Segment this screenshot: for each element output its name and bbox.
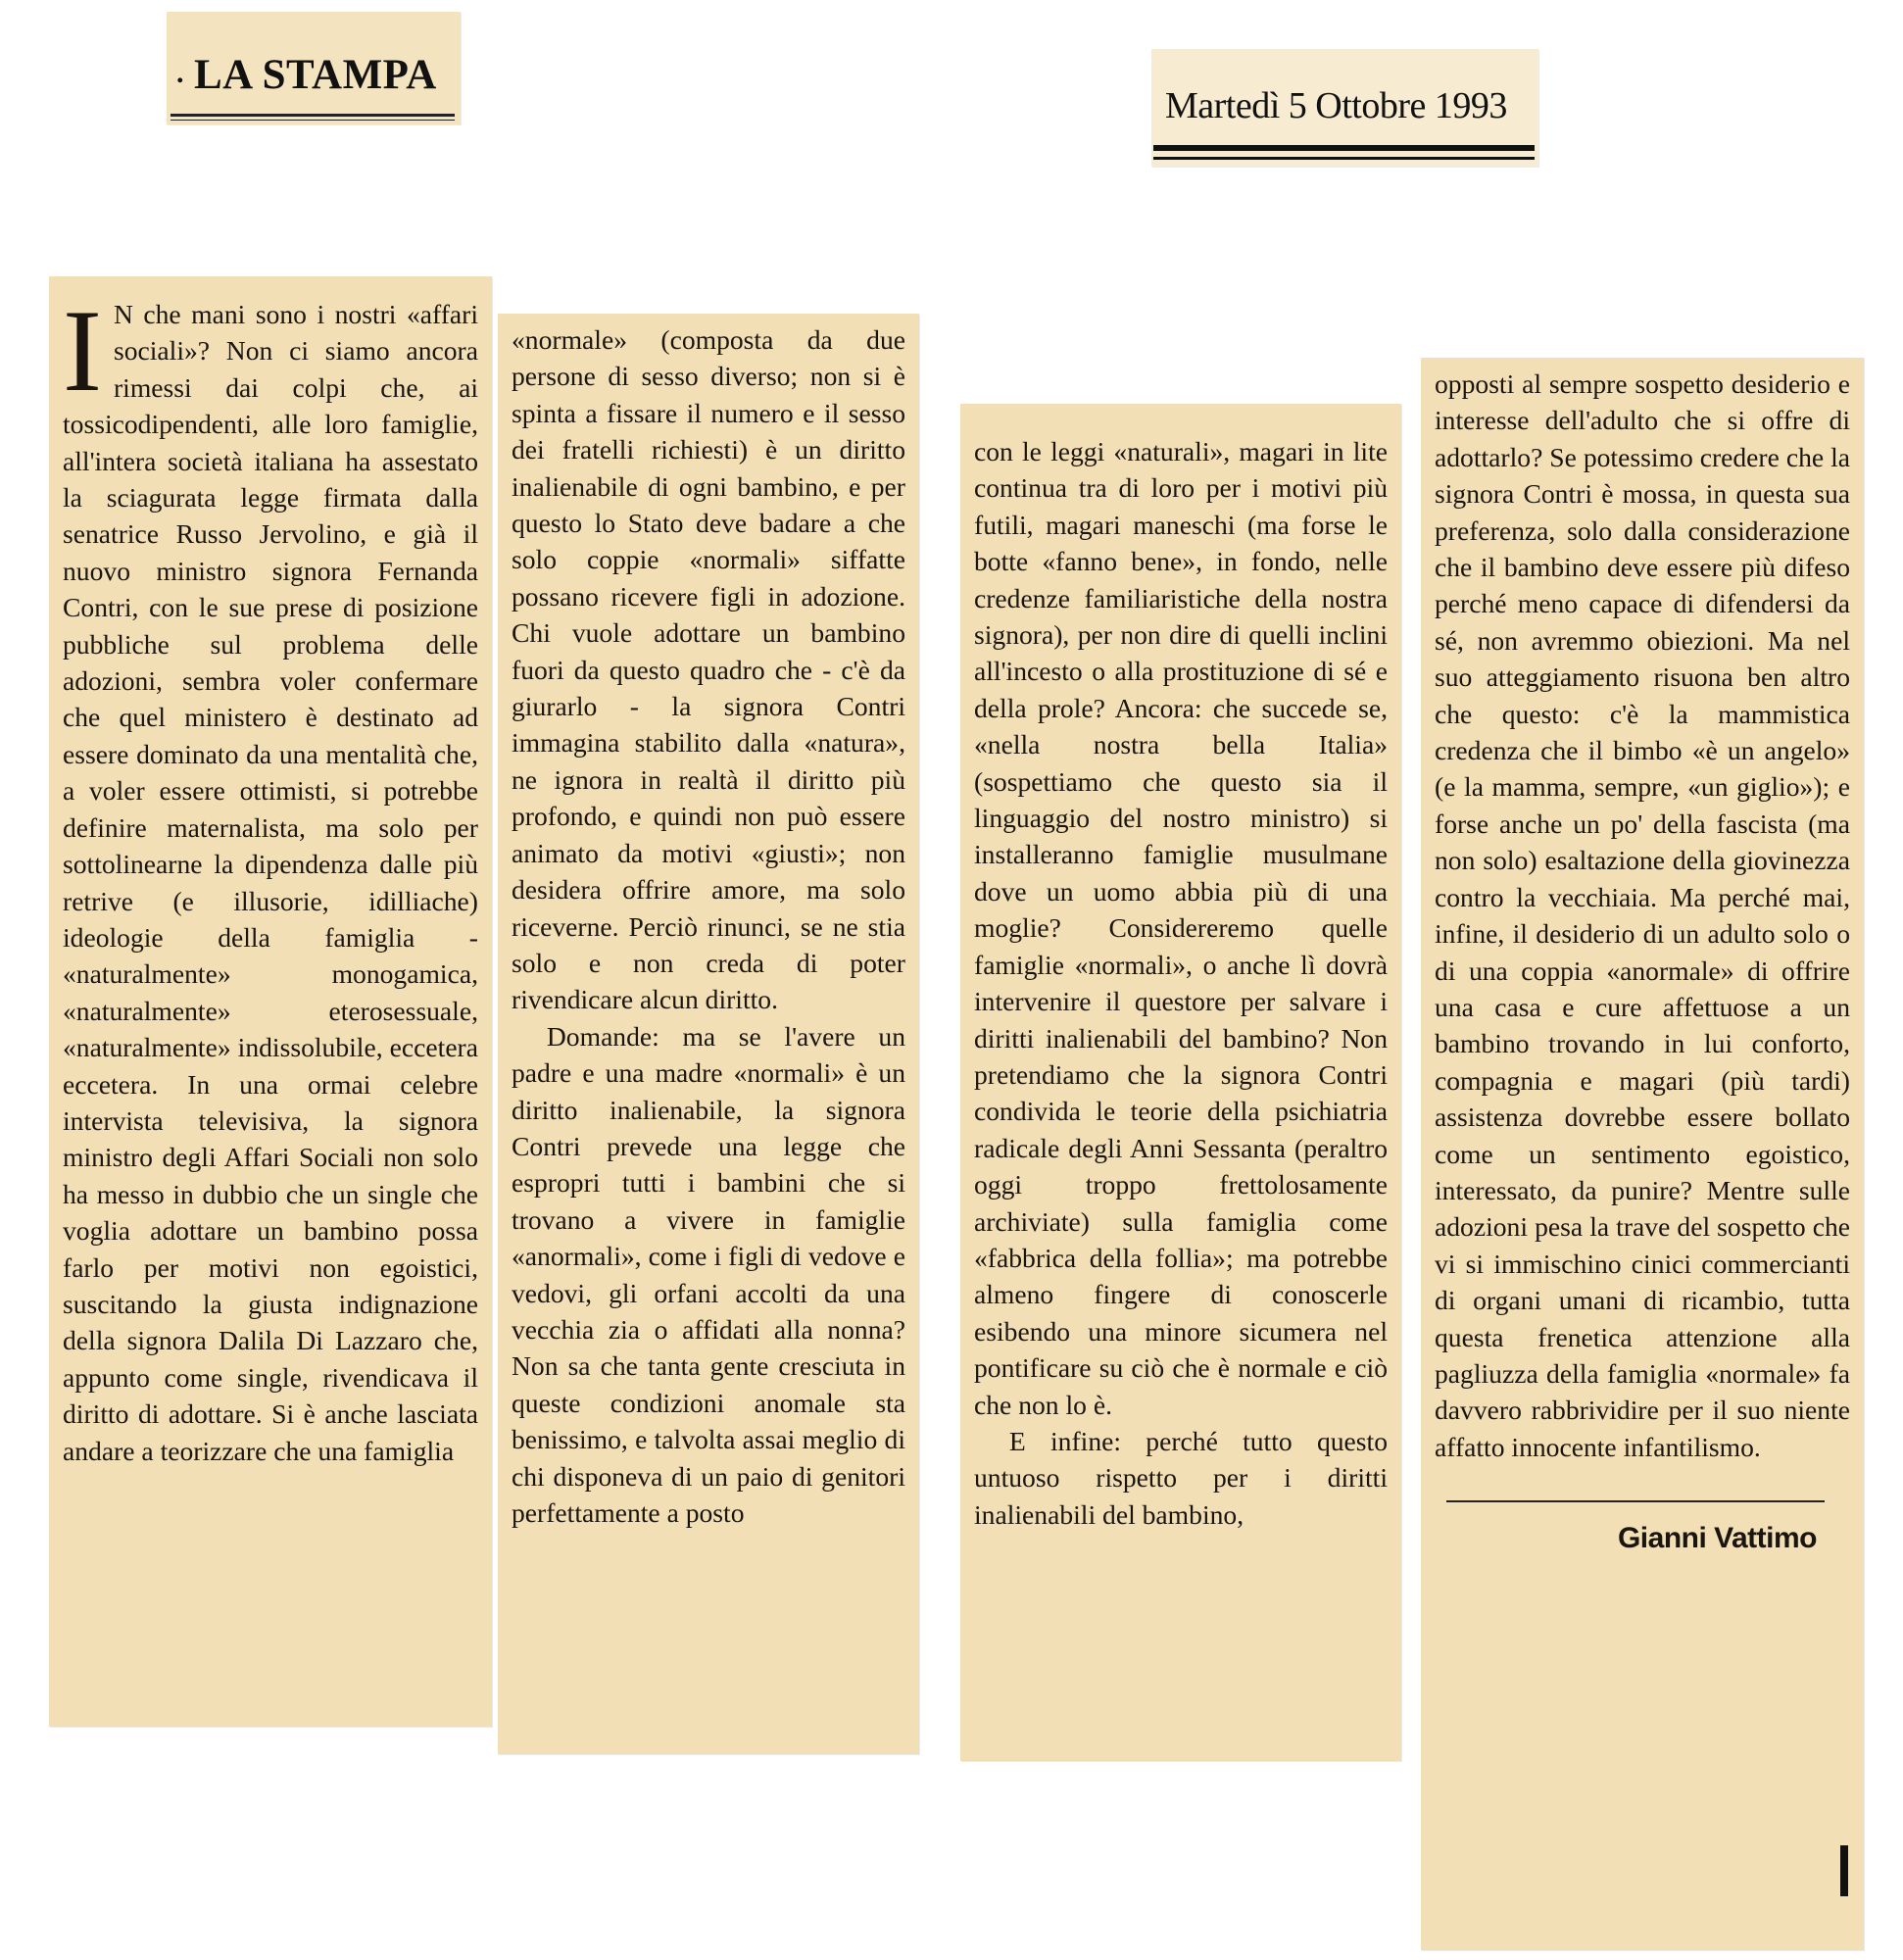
column-2-paragraph-2: Domande: ma se l'avere un padre e una madre «normali» è un diritto inalienabile, la signora Contri prevede una legge che espropri tutti i bambini che si trovano a vivere in famiglie «anormali», come i figli di vedove e vedovi, gli orfani accolti da una vecchia zia o affidati alla nonna? Non sa che tanta gente cresciuta in queste condizioni anomale sta benissimo, e talvolta assai meglio di chi disponeva di un paio di genitori perfettamente a posto — [512, 1020, 905, 1528]
end-mark — [1840, 1845, 1848, 1896]
masthead-rule-thin — [171, 120, 455, 121]
date-rule-thin — [1153, 157, 1535, 160]
column-4-paragraph: opposti al sempre sospetto desiderio e interesse dell'adulto che si offre di adottarlo? Se potessimo credere che la signora Contri è mossa, in questa sua preferenza, solo dalla considerazione che il bambino deve essere più difeso perché meno capace di difendersi da sé, non avremmo obiezioni. Ma nel suo atteggiamento risuona ben altro che questo: c'è la mammistica credenza che il bimbo «è un angelo» (e la mamma, sempre, «un giglio»); e forse anche un po' della fascista (ma non solo) esaltazione della giovinezza contro la vecchiaia. Ma perché mai, infine, il desiderio di un adulto solo o di una coppia «anormale» di offrire una casa e cure affettuose a un bambino trovando in lui conforto, compagnia e magari (più tardi) assistenza dovrebbe essere bollato come un sentimento egoistico, interessato, da punire? Mentre sulle adozioni pesa la trave del sospetto che vi si immischino cinici commercianti di organi umani di ricambio, tutta questa frenetica attenzione alla pagliuzza della famiglia «normale» fa davvero rabbrividire per il suo niente affatto innocente infantilismo. — [1435, 368, 1850, 1462]
column-3-paragraph-2: E infine: perché tutto questo untuoso rispetto per i diritti inalienabili del bambino, — [974, 1425, 1388, 1530]
column-2-paragraph-1: «normale» (composta da due persone di sesso diverso; non si è spinta a fissare il numero e il sesso dei fratelli richiesti) è un diritto inalienabile di ogni bambino, e per questo lo Stato deve badare a che solo coppie «normali» siffatte possano ricevere figli in adozione. Chi vuole adottare un bambino fuori da questo quadro che - c'è da giurarlo - la signora Contri immagina stabilito dalla «natura», ne ignora in realtà il diritto più profondo, e quindi non può essere animato da motivi «giusti»; non desidera offrire amore, ma solo riceverne. Perciò rinunci, se ne stia solo e non creda di poter rivendicare alcun diritto. — [512, 324, 905, 1015]
article-column-4 — [1421, 358, 1864, 1950]
article-column-2 — [498, 314, 919, 1754]
masthead-clipping — [167, 12, 461, 124]
column-1-paragraph — [63, 285, 478, 1469]
date-rule-thick — [1153, 145, 1535, 151]
article-column-1 — [49, 276, 492, 1727]
publication-date: Martedì 5 Ottobre 1993 — [1165, 85, 1507, 126]
masthead-dot: . — [176, 57, 184, 89]
column-3-paragraph-1: con le leggi «naturali», magari in lite continua tra di loro per i motivi più futili, magari maneschi (ma forse le botte «fanno bene», in fondo, nelle credenze familiaristiche della nostra signora), per non dire di quelli inclini all'incesto o alla prostituzione di sé e della prole? Ancora: che succede se, «nella nostra bella Italia» (sospettiamo che questo sia il linguaggio del nostro ministro) si installeranno famiglie musulmane dove un uomo abbia più di una moglie? Considereremo quelle famiglie «normali», o anche lì dovrà intervenire il questore per salvare i diritti inalienabili del bambino? Non pretendiamo che la signora Contri condivida le teorie della psichiatria radicale degli Anni Sessanta (peraltro oggi troppo frettolosamente archiviate) sulla famiglia come «fabbrica della follia»; ma potrebbe almeno fingere di conoscerle esibendo una minore sicumera nel pontificare su ciò che è normale e ciò che non lo è. — [974, 436, 1388, 1420]
signature-rule — [1446, 1500, 1825, 1502]
column-1-text: N che mani sono i nostri «affari sociali»? Non ci siamo ancora rimessi dai colpi che, ai tossicodipendenti, alle loro famiglie, all'intera società italiana ha assestato la sciagurata legge firmata dalla senatrice Russo Jervolino, e già il nuovo ministro signora Fernanda Contri, con le sue prese di posizione pubbliche sul problema delle adozioni, sembra voler confermare che quel ministero è destinato ad essere dominato da una mentalità che, a voler essere ottimisti, si potrebbe definire maternalista, ma solo per sottolinearne la dipendenza dalle più retrive (e illusorie, idilliache) ideologie della famiglia - «naturalmente» monogamica, «naturalmente» eterosessuale, «naturalmente» indissolubile, eccetera eccetera. In una ormai celebre intervista televisiva, la signora ministro degli Affari Sociali non solo ha messo in dubbio che un single che voglia adottare un bambino possa farlo per motivi non egoistici, suscitando la giusta indignazione della signora Dalila Di Lazzaro che, appunto come single, rivendicava il diritto di adottare. Si è anche lasciata andare a teorizzare che una famiglia — [63, 299, 478, 1466]
masthead-rule — [171, 114, 455, 117]
article-column-3 — [960, 404, 1401, 1761]
newspaper-name: LA STAMPA — [194, 52, 437, 98]
author-signature: Gianni Vattimo — [1617, 1522, 1817, 1555]
date-clipping — [1151, 49, 1538, 167]
drop-cap: I — [63, 285, 102, 416]
